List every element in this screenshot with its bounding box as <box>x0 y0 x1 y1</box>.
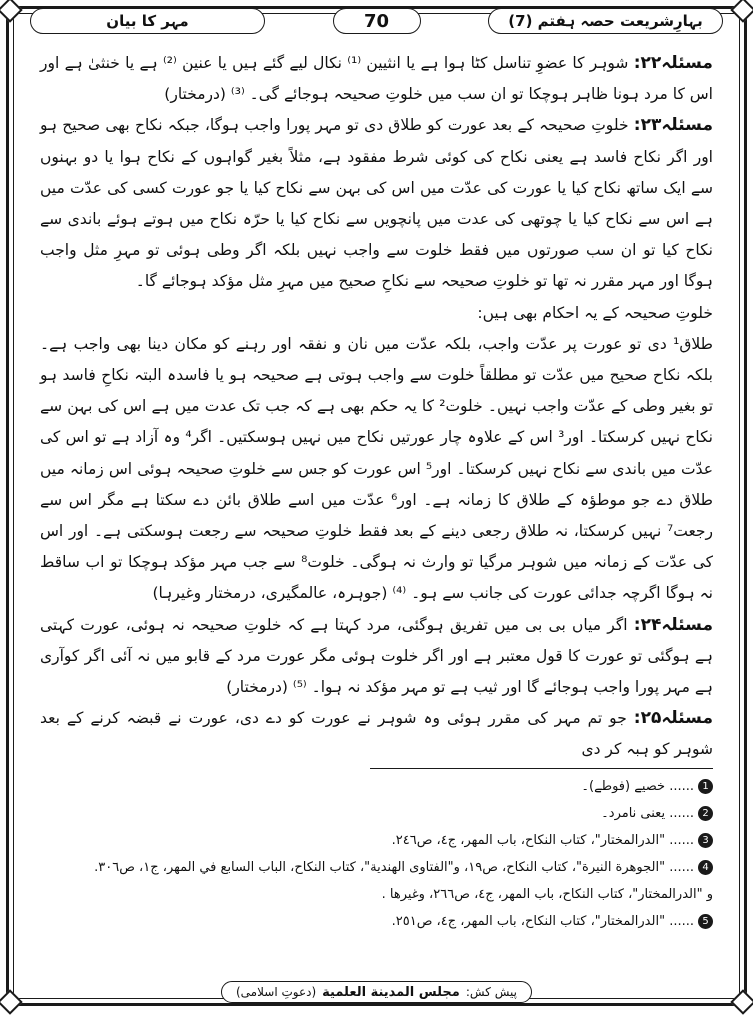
footnotes <box>40 773 713 935</box>
paragraph-text: جو تم مہر کی مقرر ہوئی وہ شوہر نے عورت کو دے دی، عورت نے قبضہ کرنے کے بعد شوہر کو ہبہ کر دی <box>40 709 713 759</box>
paragraph-text: اگر میاں بی بی میں تفریق ہوگئی، مرد کہتا ہے کہ خلوتِ صحیحہ نہ ہوئی، عورت کہتی ہے ہوگئی تو عورت کا قول معتبر ہے اور اگر خلوت ہوئی مگر عورت مرد کے قابو میں نہ آئی اگر کوآری ہے مہر پورا واجب ہوجائے گا اور ثیب ہے تو مہر مؤکد نہ ہوا۔ ⁽⁵⁾ (درمختار) <box>40 615 713 697</box>
footnote-number: 2 <box>698 806 713 821</box>
masala-heading: مسئلہ۲۲: <box>633 53 713 73</box>
paragraph-text: خلوتِ صحیحہ کے بعد عورت کو طلاق دی تو مہر پورا واجب ہوگا، جبکہ نکاح بھی صحیح ہو اور اگر نکاح فاسد ہے یعنی نکاح کی کوئی شرط مفقود ہے، مثلاً بغیر گواہوں کے نکاح ہوا یا دو بہنوں سے ایک ساتھ نکاح کیا یا عورت کی عدّت میں اس کی بہن سے نکاح کیا یا جو عورت کسی کی عدّت میں ہے اس سے نکاح کیا یا چوتھی کی عدت میں پانچویں سے نکاح کیا یا حرّہ نکاح میں ہوتے ہوئے باندی سے نکاح کیا تو ان سب صورتوں میں فقط خلوت سے واجب نہیں بلکہ اگر وطی ہوئی تو مہرِ مثل واجب ہوگا اور مہر مقرر نہ تھا تو خلوتِ صحیحہ سے نکاحِ صحیح میں مہرِ مثل مؤکد ہوجائے گا۔ <box>40 116 713 291</box>
main-text <box>40 48 713 766</box>
footnote <box>40 800 713 827</box>
page-header <box>30 6 723 36</box>
publisher-org: (دعوتِ اسلامی) <box>236 985 317 999</box>
masala-heading: مسئلہ۲۳: <box>633 115 713 136</box>
paragraph-text: شوہر کا عضوِ تناسل کٹا ہوا ہے یا انثیین ⁽¹⁾ نکال لیے گئے ہیں یا عنین ⁽²⁾ ہے یا خنثیٰ ہے اور اس کا مرد ہونا ظاہر ہوچکا تو ان سب میں خلوتِ صحیحہ ہوجائے گی۔ ⁽³⁾ (درمختار) <box>40 54 713 104</box>
footnote-number: 5 <box>698 914 713 929</box>
paragraph <box>40 610 713 704</box>
paragraph-text: طلاق¹ دی تو عورت پر عدّت واجب، بلکہ عدّت میں نان و نفقہ اور رہنے کو مکان دینا بھی واجب ہے۔ بلکہ نکاح صحیح میں عدّت تو مطلقاً خلوت سے واجب ہوتی ہے صحیحہ ہو یا فاسدہ البتہ نکاحِ فاسد ہو تو بغیر وطی کے عدّت واجب نہیں۔ خلوت² کا یہ حکم بھی ہے کہ جب تک عدت میں ہے اس کی بہن سے نکاح نہیں کرسکتا۔ اور³ اس کے علاوہ چار عورتیں نکاح میں نہیں ہوسکتیں۔ اگر⁴ وہ آزاد ہے تو اس کی عدّت میں باندی سے نکاح نہیں کرسکتا۔ اور⁵ اس عورت کو جس سے خلوتِ صحیحہ ہوئی اس زمانہ میں طلاق دے جو موطؤہ کے طلاق کا زمانہ ہے۔ اور⁶ عدّت میں اسے طلاق بائن دے سکتا ہے مگر اس سے رجعت⁷ نہیں کرسکتا، نہ طلاق رجعی دینے کے بعد فقط خلوتِ صحیحہ سے رجعت ہوسکتی ہے۔ اور اس کی عدّت کے زمانہ میں شوہر مرگیا تو وارث نہ ہوگی۔ خلوت⁸ سے جب مہر مؤکد ہوچکا تو اب ساقط نہ ہوگا اگرچہ جدائی عورت کی جانب سے ہو۔ ⁽⁴⁾ (جوہرہ، عالمگیری، درمختار وغیرہا) <box>40 334 714 603</box>
paragraph <box>40 703 713 765</box>
paragraph <box>40 298 713 329</box>
page-footer <box>0 981 753 1003</box>
footer-prefix: پیش کش: <box>465 985 517 999</box>
footnote <box>40 908 713 935</box>
paragraph-text: خلوتِ صحیحہ کے یہ احکام بھی ہیں: <box>477 303 713 322</box>
paragraph <box>40 110 713 297</box>
footnote-continuation <box>40 881 713 908</box>
footnote-number: 3 <box>698 833 713 848</box>
footnote-text: ...... "الدرالمختار"، كتاب النكاح، باب المهر، ج٤، ص٢٥١. <box>391 914 694 929</box>
footnote <box>40 854 713 881</box>
masala-heading: مسئلہ۲۴: <box>633 614 713 635</box>
page-number: 70 <box>333 8 421 34</box>
footnote-text: ...... "الجوهرة النيرة"، كتاب النكاح، ص١٩، و"الفتاوى الهندية"، كتاب النكاح، الباب السابع في المهر، ج١، ص٣٠٦. <box>94 860 694 875</box>
footnote-text: و "الدرالمختار"، كتاب النكاح، باب المهر، ج٤، ص٢٦٦، وغيرها . <box>381 887 713 902</box>
paragraph <box>40 48 713 110</box>
footnote <box>40 773 713 800</box>
footnote-text: ...... "الدرالمختار"، كتاب النكاح، باب المهر، ج٤، ص٢٤٦. <box>391 833 694 848</box>
footnote-divider <box>370 768 713 769</box>
footnote-text: ...... خصیے (فوطے)۔ <box>581 779 694 794</box>
book-title: بہارِشریعت حصہ ہفتم (7) <box>488 8 723 34</box>
footnote-number: 1 <box>698 779 713 794</box>
footnote-number: 4 <box>698 860 713 875</box>
chapter-title: مہر کا بیان <box>30 8 265 34</box>
masala-heading: مسئلہ۲۵: <box>633 708 713 729</box>
publisher-name: مجلس المدينة العلمية <box>322 984 460 1000</box>
footnote-text: ...... یعنی نامرد۔ <box>601 806 694 821</box>
publisher-credit <box>221 981 532 1003</box>
footnote <box>40 827 713 854</box>
paragraph <box>40 329 713 610</box>
